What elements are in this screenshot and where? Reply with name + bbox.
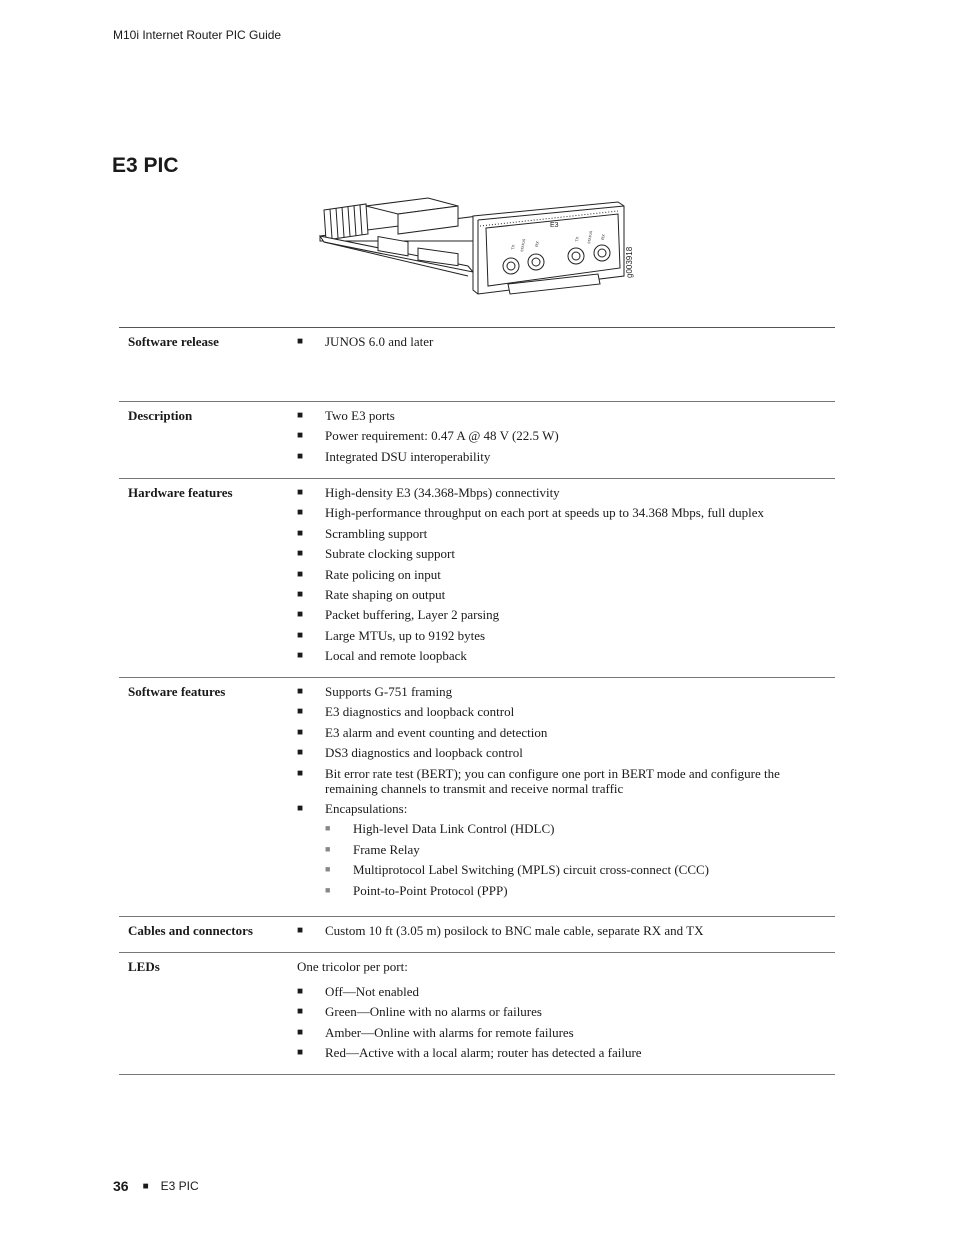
spec-label: Software features [128, 684, 226, 699]
list-item: ■ High-performance throughput on each port at speeds up to 34.368 Mbps, full duplex [297, 505, 835, 520]
spec-row-description [119, 402, 835, 479]
spec-row-software-features [119, 678, 835, 917]
faceplate [473, 202, 624, 294]
list-item: ■ Encapsulations: [297, 801, 835, 816]
sub-list-item: ■ Multiprotocol Label Switching (MPLS) circuit cross-connect (CCC) [297, 862, 835, 877]
port-label-tx-1: TX [510, 244, 516, 251]
list-item: ■ Supports G-751 framing [297, 684, 835, 699]
port-label-rx-2: RX [600, 233, 606, 241]
list-item: ■ E3 alarm and event counting and detection [297, 725, 835, 740]
spec-row-software-release [119, 328, 835, 402]
list-item: ■ Amber—Online with alarms for remote failures [297, 1025, 835, 1040]
list-item: ■ Power requirement: 0.47 A @ 48 V (22.5 W) [297, 428, 835, 443]
list-item: ■ Rate shaping on output [297, 587, 835, 602]
list-item: ■ Red—Active with a local alarm; router has detected a failure [297, 1045, 835, 1060]
list-item: ■ High-density E3 (34.368-Mbps) connectivity [297, 485, 835, 500]
spec-label: Software release [128, 334, 219, 349]
spec-row-leds [119, 953, 835, 1075]
spec-body [297, 328, 835, 401]
list-item: ■ Local and remote loopback [297, 648, 835, 663]
list-item: ■ DS3 diagnostics and loopback control [297, 745, 835, 760]
page-footer [113, 1178, 199, 1194]
list-item: ■ JUNOS 6.0 and later [297, 334, 835, 349]
page-number: 36 [113, 1178, 129, 1194]
page-title: E3 PIC [112, 154, 179, 177]
list-item: ■ Off—Not enabled [297, 984, 835, 999]
faceplate-label: E3 [550, 222, 559, 229]
footer-section: E3 PIC [160, 1179, 199, 1193]
list-item: ■ Subrate clocking support [297, 546, 835, 561]
sub-list-item: ■ Frame Relay [297, 842, 835, 857]
spec-body [297, 678, 835, 916]
spec-label: Hardware features [128, 485, 233, 500]
sub-list-item: ■ High-level Data Link Control (HDLC) [297, 821, 835, 836]
spec-row-cables-and-connectors [119, 917, 835, 953]
spec-label: LEDs [128, 959, 160, 974]
spec-body [297, 917, 835, 952]
spec-label: Cables and connectors [128, 923, 253, 938]
port-label-status-1: STATUS [520, 238, 527, 253]
list-item: ■ Rate policing on input [297, 567, 835, 582]
pic-board [320, 198, 478, 276]
list-item: ■ E3 diagnostics and loopback control [297, 704, 835, 719]
sub-list-item: ■ Point-to-Point Protocol (PPP) [297, 883, 835, 898]
spec-body [297, 479, 835, 677]
spec-body [297, 402, 835, 478]
port-label-status-2: STATUS [587, 230, 594, 245]
spec-table [119, 327, 835, 1075]
spec-label: Description [128, 408, 193, 423]
list-item: ■ Integrated DSU interoperability [297, 449, 835, 464]
list-item: ■ Bit error rate test (BERT); you can configure one port in BERT mode and configure the remaining channels to transmit and receive normal traffic [297, 766, 835, 796]
list-item: ■ Two E3 ports [297, 408, 835, 423]
spec-body [297, 953, 835, 1074]
list-item: ■ Packet buffering, Layer 2 parsing [297, 607, 835, 622]
running-head: M10i Internet Router PIC Guide [113, 28, 282, 42]
list-item: ■ Green—Online with no alarms or failures [297, 1004, 835, 1019]
e3-pic-illustration [318, 196, 638, 298]
figure-id: g003918 [625, 246, 634, 278]
list-item: ■ Large MTUs, up to 9192 bytes [297, 628, 835, 643]
port-label-tx-2: TX [574, 236, 580, 243]
spec-row-hardware-features [119, 479, 835, 678]
list-item: ■ Custom 10 ft (3.05 m) posilock to BNC male cable, separate RX and TX [297, 923, 835, 938]
list-item: ■ Scrambling support [297, 526, 835, 541]
port-label-rx-1: RX [534, 240, 540, 248]
footer-bullet-icon: ■ [142, 1180, 149, 1192]
leds-intro: One tricolor per port: [297, 959, 408, 974]
